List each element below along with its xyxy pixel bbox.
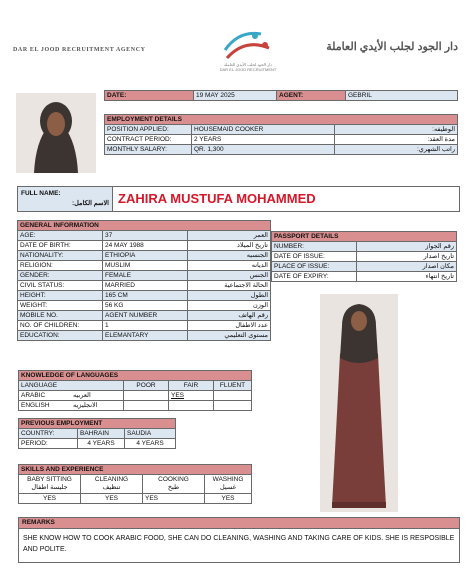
table-row [19, 494, 252, 504]
table-row [19, 439, 176, 449]
general-value: 24 MAY 1988 [103, 241, 188, 251]
table-row [18, 311, 271, 321]
general-label: RELIGION: [18, 261, 103, 271]
employment-details-table [104, 114, 458, 155]
general-label-ar: الوزن [188, 301, 271, 311]
previous-period: 4 YEARS [125, 439, 176, 449]
applicant-photo-portrait [16, 93, 96, 173]
applicant-photo-full-body [320, 294, 398, 512]
passport-label: PLACE OF ISSUE: [272, 262, 357, 272]
general-label: NATIONALITY: [18, 251, 103, 261]
table-row [18, 301, 271, 311]
general-label: CIVIL STATUS: [18, 281, 103, 291]
general-value: ELEMANTARY [103, 331, 188, 341]
passport-label: NUMBER: [272, 242, 357, 252]
logo-caption-en: DAR EL JOOD RECRUITMENT [219, 67, 277, 72]
employment-label-ar: الوظيفه: [335, 125, 458, 135]
languages-title: KNOWLEDGE OF LANGUAGES [19, 371, 252, 381]
language-name-ar: الانجليزيه [73, 402, 98, 409]
country-label: COUNTRY: [19, 429, 78, 439]
agency-name-ar: دار الجود لجلب الأيدي العاملة [326, 41, 458, 53]
column-header: FLUENT [214, 381, 252, 391]
previous-period: 4 YEARS [78, 439, 125, 449]
general-label: HEIGHT: [18, 291, 103, 301]
column-header: LANGUAGE [19, 381, 124, 391]
table-row [105, 145, 458, 155]
previous-country: BAHRAIN [78, 429, 125, 439]
general-title: GENERAL INFORMATION [18, 221, 271, 231]
table-row [272, 262, 457, 272]
passport-label: DATE OF ISSUE: [272, 252, 357, 262]
general-label: AGE: [18, 231, 103, 241]
passport-label-ar: تاريخ اصدار [357, 252, 457, 262]
general-label-ar: الطول [188, 291, 271, 301]
general-value: 165 CM [103, 291, 188, 301]
general-value: 37 [103, 231, 188, 241]
passport-label: DATE OF EXPIRY: [272, 272, 357, 282]
general-value: AGENT NUMBER [103, 311, 188, 321]
skills-table [18, 464, 252, 504]
remarks-box [18, 517, 460, 563]
table-row [18, 321, 271, 331]
general-label-ar: العمر [188, 231, 271, 241]
table-row [18, 251, 271, 261]
date-label: DATE: [105, 91, 194, 101]
general-label-ar: الجنسيه [188, 251, 271, 261]
language-fair [169, 401, 214, 411]
language-poor [124, 401, 169, 411]
table-row [18, 281, 271, 291]
skill-header: CLEANING تنظيف [81, 475, 143, 494]
employment-value: HOUSEMAID COOKER [192, 125, 335, 135]
language-cell [19, 391, 124, 401]
general-value: 1 [103, 321, 188, 331]
language-cell [19, 401, 124, 411]
agent-value: GEBRIL [346, 91, 458, 101]
table-row [18, 241, 271, 251]
passport-title: PASSPORT DETAILS [272, 232, 457, 242]
general-value: FEMALE [103, 271, 188, 281]
general-information-table [17, 220, 271, 341]
full-name-value: ZAHIRA MUSTUFA MOHAMMED [118, 191, 316, 206]
table-row [19, 429, 176, 439]
agent-label: AGENT: [277, 91, 346, 101]
language-name: ARABIC [21, 392, 46, 399]
previous-employment-table [18, 418, 176, 449]
employment-label-ar: راتب الشهري: [335, 145, 458, 155]
column-header: FAIR [169, 381, 214, 391]
skill-value: YES [143, 494, 205, 504]
skill-value: YES [205, 494, 252, 504]
general-label: MOBILE NO. [18, 311, 103, 321]
employment-label: MONTHLY SALARY: [105, 145, 192, 155]
table-row [18, 331, 271, 341]
passport-label-ar: رقم الجواز [357, 242, 457, 252]
general-label-ar: تاريخ الميلاد [188, 241, 271, 251]
date-agent-table [104, 90, 458, 101]
general-label-ar: رقم الهاتف [188, 311, 271, 321]
full-name-label-ar: الاسم الكامل: [71, 200, 109, 207]
general-label-ar: مستوى التعليمي [188, 331, 271, 341]
employment-label-ar: مدة العقد: [335, 135, 458, 145]
language-fluent [214, 391, 252, 401]
general-label: GENDER: [18, 271, 103, 281]
passport-label-ar: مكان اصدار [357, 262, 457, 272]
language-name: ENGLISH [21, 402, 50, 409]
table-row [18, 261, 271, 271]
table-row [19, 475, 252, 494]
general-label: NO. OF CHILDREN: [18, 321, 103, 331]
skill-value: YES [19, 494, 81, 504]
logo-caption-ar: دار الجود لجلب الأيدي العاملة [224, 62, 272, 67]
general-value: 56 KG [103, 301, 188, 311]
remarks-title: REMARKS [19, 518, 459, 529]
table-row [19, 401, 252, 411]
table-row [18, 271, 271, 281]
table-row [19, 381, 252, 391]
skill-value: YES [81, 494, 143, 504]
general-label: WEIGHT: [18, 301, 103, 311]
table-row [18, 291, 271, 301]
column-header: POOR [124, 381, 169, 391]
languages-table [18, 370, 252, 411]
passport-label-ar: تاريخ انتهاء [357, 272, 457, 282]
employment-label: POSITION APPLIED: [105, 125, 192, 135]
employment-label: CONTRACT PERIOD: [105, 135, 192, 145]
general-value: MUSLIM [103, 261, 188, 271]
table-row [272, 252, 457, 262]
language-name-ar: العربيه [73, 392, 91, 399]
employment-title: EMPLOYMENT DETAILS [105, 115, 458, 125]
agency-name-en: DAR EL JOOD RECRUITMENT AGENCY [13, 47, 146, 53]
language-fair: YES [169, 391, 214, 401]
agency-logo [215, 24, 281, 74]
general-label-ar: الديانه [188, 261, 271, 271]
general-label-ar: الجنس [188, 271, 271, 281]
skill-header: BABY SITTING جليسة اطفال [19, 475, 81, 494]
passport-details-table [271, 231, 457, 282]
full-name-box [17, 186, 460, 212]
previous-country: SAUDIA [125, 429, 176, 439]
period-label: PERIOD: [19, 439, 78, 449]
date-value: 19 MAY 2025 [194, 91, 277, 101]
table-row [272, 272, 457, 282]
table-row [19, 391, 252, 401]
previous-title: PREVIOUS EMPLOYMENT [19, 419, 176, 429]
language-poor [124, 391, 169, 401]
language-fluent [214, 401, 252, 411]
general-label: EDUCATION: [18, 331, 103, 341]
general-label-ar: الحالة الاجتماعية [188, 281, 271, 291]
skill-header: WASHING غسيل [205, 475, 252, 494]
general-value: ETHIOPIA [103, 251, 188, 261]
remarks-text: SHE KNOW HOW TO COOK ARABIC FOOD, SHE CAN DO CLEANING, WASHING AND TAKING CARE OF KIDS. SHE IS RESPOSIBLE AND POLITE. [23, 535, 455, 553]
general-value: MARRIED [103, 281, 188, 291]
employment-value: 2 YEARS [192, 135, 335, 145]
table-row [272, 242, 457, 252]
general-label: DATE OF BIRTH: [18, 241, 103, 251]
skill-header: COOKING طبخ [143, 475, 205, 494]
general-label-ar: عدد الاطفال [188, 321, 271, 331]
employment-value: QR. 1,300 [192, 145, 335, 155]
skills-title: SKILLS AND EXPERIENCE [19, 465, 252, 475]
full-name-label: FULL NAME: [21, 190, 61, 197]
table-row [18, 231, 271, 241]
table-row [105, 135, 458, 145]
table-row [105, 125, 458, 135]
